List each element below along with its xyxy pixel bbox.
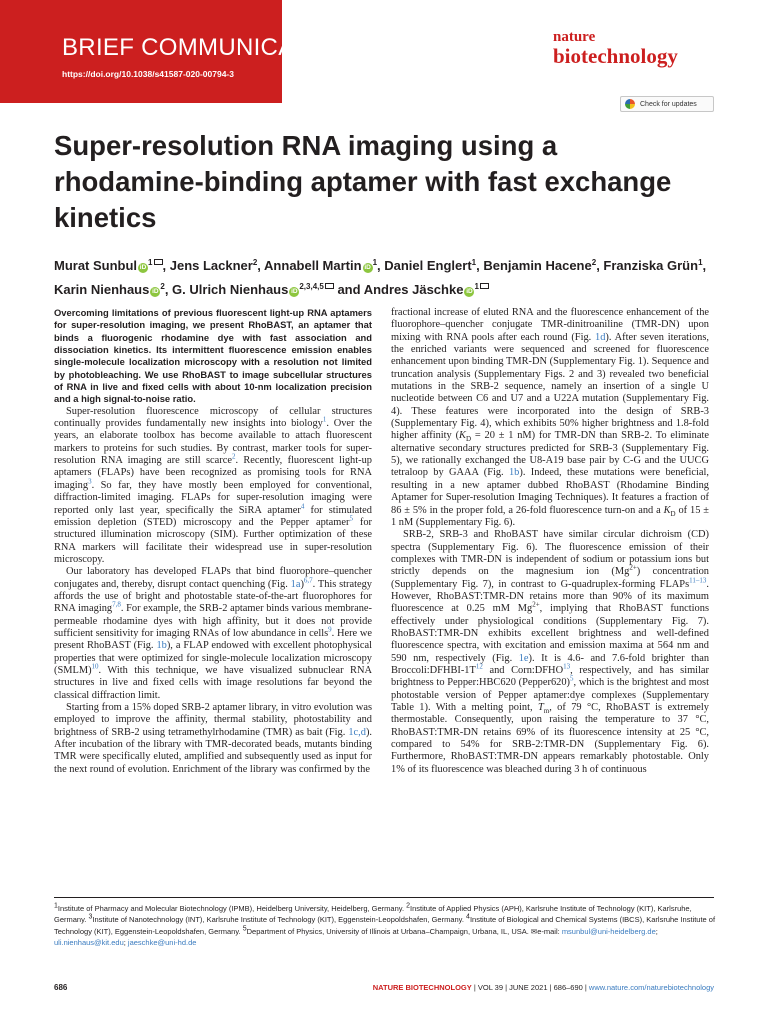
text-run: of 15 ± 1 nM (Supplementary Fig. 6).: [391, 504, 709, 528]
text-run: ). After incubation of the library with TMR-decorated beads, mutants binding TMR were specifically eluted, amplified and subsequently used as input for the next round of evolution. Enrichment of the library was confirmed by the: [54, 726, 372, 775]
author-name: Annabell Martin: [264, 258, 362, 273]
footnote-divider: [54, 897, 714, 898]
text-run: D: [670, 509, 676, 518]
footnote-text: Institute of Pharmacy and Molecular Biotechnology (IPMB), Heidelberg University, Heidelberg, Germany.: [57, 904, 407, 913]
orcid-icon[interactable]: iD: [139, 264, 147, 271]
article-type-banner: [0, 0, 352, 103]
text-run: ), a FLAP endowed with excellent photophysical properties that were optimized for single-molecule localization microscopy (SMLM): [54, 640, 372, 676]
citation-link[interactable]: 5: [570, 674, 574, 683]
author-name: G. Ulrich Nienhaus: [172, 282, 289, 297]
citation-link[interactable]: 2: [231, 452, 236, 461]
text-run: ). After seven iterations, the enriched variants were sequenced and screened for fluorescence enhancement upon binding TMR-DN (Supplementary Fig. 1). Sequence and truncation analysis (Supplementary Figs. 2 and 3) revealed two beneficial mutations in the SRB-2 sequence, namely an insertion of a single U nucleotide between C6 and U7 and a U22A mutation (Supplementary Fig. 4). These features were incorporated into the design of SRB-3 (Supplementary Fig. 4), which exhibits 50% higher brightness and 1.8-fold higher affinity (: [391, 331, 709, 442]
affiliations-footnote: [54, 903, 716, 949]
footnote-text: Department of Physics, University of Illinois at Urbana–Champaign, Urbana, IL, USA.: [246, 926, 531, 936]
author-name: Andres Jäschke: [363, 282, 464, 297]
email-icon[interactable]: [480, 283, 489, 289]
footnote-text: 1: [54, 902, 58, 910]
text-run: ). It is 4.6- and 7.6-fold brighter than Broccoli:DFHBI-1T: [391, 652, 709, 676]
citation-link[interactable]: 11–13: [689, 576, 707, 585]
text-run: ). Indeed, these mutations were beneficial, resulting in a new aptamer dubbed RhoBAST (Rhodamine Binding Aptamer for Super-resolution Imaging Techniques). It features a fraction of 86 ± 5% in the proper fold, a 26-fold fluorescence turn-on and a: [391, 467, 709, 516]
author-affiliation: 1: [148, 258, 153, 267]
journal-logo[interactable]: [553, 30, 678, 67]
doi-link[interactable]: https://doi.org/10.1038/s41587-020-00794-3: [62, 69, 234, 79]
body-right: [391, 307, 709, 776]
footnote-text: ;: [123, 938, 128, 948]
footnote-text: Institute of Nanotechnology (INT), Karlsruhe Institute of Technology (KIT), Eggenstein-Leopoldshafen, Germany.: [92, 915, 467, 925]
author-name: Franziska Grün: [603, 258, 699, 273]
author-list: Murat Sunbul $iD^1$ , Jens Lackner$^2$, Annabell Martin $iD^1$, Daniel Englert$^1$, Benjamin Hacene$^2$, Franziska Grün$^1$, Karin Nienhaus $iD^2$, G. Ulrich Nienhaus iD$^{2,3,4,5}$ and Andres Jäschke $iD^1$: [54, 258, 707, 297]
author-affiliation: 1: [372, 258, 378, 267]
citation-link[interactable]: 1d: [595, 331, 606, 343]
text-run: K: [459, 430, 466, 442]
text-run: , of 79 °C, RhoBAST is extremely thermostable. Consequently, upon raising the temperature to 37 °C, RhoBAST:TMR-DN retains 69% of its fluorescence intensity at 25 °C, compared to 54% for SRB-2:TMR-DN (Supplementary Fig. 6). Furthermore, RhoBAST:TMR-DN appears remarkably photostable. Only 1% of its fluorescence was bleached during 3 h of continuous: [391, 702, 709, 775]
author-affiliation: 2: [591, 258, 597, 267]
text-run: . With this technique, we have visualized subnuclear RNA structures in live and fixed cells with image resolutions far beyond the classical diffraction limit.: [54, 664, 372, 701]
footnote-text: ;: [655, 926, 658, 936]
citation-link[interactable]: 13: [563, 662, 571, 671]
text-run: . Over the years, an elaborate toolbox has become available to attach fluorescent markers to proteins for such studies. By contrast, marker tools for super-resolution RNA imaging are still scarce: [54, 418, 372, 467]
email-link[interactable]: msunbul@uni-heidelberg.de: [561, 926, 656, 936]
author-name: Murat Sunbul: [54, 258, 138, 273]
citation-link[interactable]: 3: [88, 477, 92, 486]
citation-link[interactable]: 1e: [518, 652, 529, 664]
text-run: m: [543, 707, 550, 716]
journal-website-link[interactable]: www.nature.com/naturebiotechnology: [588, 983, 714, 992]
author[interactable]: [54, 258, 163, 273]
author-affiliation: 1: [474, 282, 479, 291]
citation-link[interactable]: 10: [91, 662, 99, 671]
text-run: T: [537, 702, 544, 713]
citation-link[interactable]: 1c,d: [348, 726, 366, 738]
orcid-icon[interactable]: iD: [291, 288, 298, 295]
author[interactable]: [170, 258, 258, 273]
footer-issue: | VOL 39 | JUNE 2021 | 686–690 |: [471, 983, 589, 992]
footer-journal-name: NATURE BIOTECHNOLOGY: [372, 983, 472, 992]
citation-link[interactable]: 4: [300, 502, 305, 511]
check-for-updates-label: Check for updates: [640, 100, 697, 108]
author[interactable]: [384, 258, 476, 273]
citation-link[interactable]: 6,7: [303, 576, 313, 585]
author-affiliation: 2: [160, 282, 165, 291]
body-left: [54, 406, 372, 776]
author-affiliation: 2: [252, 258, 258, 267]
body-paragraph: [391, 307, 709, 529]
email-icon[interactable]: [325, 283, 334, 289]
email-link[interactable]: uli.nienhaus@kit.edu: [54, 938, 124, 948]
author-affiliation: 1: [698, 258, 703, 267]
text-run: = 20 ± 1 nM) for TMR-DN than SRB-2. To eliminate alternative secondary structures predicted for SRB-3 (Supplementary Fig. 5), we rationally exchanged the U8-A19 base pair by C-G and the UUCG tetraloop by GAAA (Fig.: [391, 430, 709, 479]
abstract: Overcoming limitations of previous fluorescent light-up RNA aptamers for super-resolution imaging, we present RhoBAST, an aptamer that binds a fluorogenic rhodamine dye with fast association and dissociation kinetics. Its intermittent fluorescence emission enables single-molecule localization microscopy with a resolution not limited by photobleaching. We use RhoBAST to image subcellular structures of RNA in live and fixed cells with about 10-nm localization precision and a high signal-to-noise ratio.: [54, 307, 372, 405]
author[interactable]: [483, 258, 596, 273]
journal-logo-line1: nature: [553, 29, 596, 45]
email-icon: ✉: [530, 926, 538, 936]
citation-link[interactable]: 12: [475, 662, 483, 671]
author-name: Daniel Englert: [384, 258, 472, 273]
right-column: [391, 307, 709, 897]
footnote-text: 4: [466, 913, 470, 921]
email-icon[interactable]: [154, 259, 163, 265]
text-run: Super-resolution fluorescence microscopy of cellular structures continually provides fundamentally new insights into biology: [54, 405, 372, 430]
journal-logo-line2: biotechnology: [553, 44, 678, 68]
author[interactable]: [54, 282, 165, 297]
left-column: [54, 307, 372, 897]
author-affiliation: 1: [471, 258, 477, 267]
body-paragraph: [54, 566, 372, 702]
author[interactable]: [603, 258, 702, 273]
body-paragraph: [54, 406, 372, 566]
article-type: BRIEF COMMUNICATION: [62, 34, 352, 61]
footnote-text: 3: [88, 913, 93, 921]
body-paragraph: [54, 702, 372, 776]
text-run: Starting from a 15% doped SRB-2 aptamer library, in vitro evolution was employed to improve the affinity, thermal stability, photostability and brightness of SRB-2 using tetramethylrhodamine (TMR) as bait (Fig.: [54, 702, 372, 738]
text-run: . However, RhoBAST:TMR-DN retains more than 90% of its maximum fluorescence at 0.25 mM Mg: [391, 578, 709, 615]
body-paragraph: [391, 529, 709, 776]
text-run: , respectively, and has similar brightness to Pepper:HBC620 (Pepper620): [391, 664, 709, 689]
text-run: Our laboratory has developed FLAPs that bind fluorophore–quencher conjugates and, thereby, disrupt contact quenching (Fig.: [54, 566, 372, 590]
text-run: SRB-2, SRB-3 and RhoBAST have similar circular dichroism (CD) spectra (Supplementary Fig. 6). The fluorescence emission of their complexes with TMR-DN is independent of sodium or potassium ions but strictly depends on the magnesium ion (Mg: [391, 529, 709, 578]
citation-link[interactable]: 1b: [156, 640, 167, 652]
footnote-text: 5: [242, 925, 247, 933]
citation-link[interactable]: 5: [349, 514, 353, 523]
citation-link[interactable]: 1: [322, 415, 327, 424]
footnote-text: Institute of Biological and Chemical Systems (IBCS), Karlsruhe Institute of Technology (KIT), Eggenstein-Leopoldshafen, Germany.: [54, 915, 716, 936]
header-banner: [0, 0, 768, 103]
text-run: . This strategy affords the use of bright and photostable state-of-the-art fluorophores for RNA imaging: [54, 578, 372, 615]
article-title: Super-resolution RNA imaging using a rhodamine-binding aptamer with fast exchange kinetics: [54, 130, 672, 233]
text-run: 2+: [629, 563, 637, 572]
author[interactable]: [172, 282, 334, 297]
check-for-updates-button[interactable]: [620, 96, 714, 112]
text-run: . So far, they have mostly been employed for conventional, diffraction-limited imaging. FLAPs for super-resolution imaging were reported only last year, specifically the SiRA aptamer: [54, 479, 372, 516]
author-conjunction: and: [337, 282, 364, 297]
orcid-icon[interactable]: iD: [364, 264, 371, 271]
journal-reference: [373, 983, 714, 992]
author[interactable]: [264, 258, 377, 273]
page-number: 686: [54, 983, 68, 992]
text-run: , implying that RhoBAST functions effectively under physiological conditions (Supplementary Fig. 7). RhoBAST:TMR-DN exhibits excellent brightness and well-defined fluorescence spectra, with excitation and emission maxima at 564 nm and 590 nm, respectively (Fig.: [391, 603, 709, 664]
orcid-icon[interactable]: iD: [152, 288, 159, 295]
crossmark-icon: [625, 99, 635, 109]
citation-link[interactable]: 1a: [290, 578, 301, 590]
email-link[interactable]: jaeschke@uni-hd.de: [127, 938, 197, 948]
text-run: . For example, the SRB-2 aptamer binds various membrane-permeable rhodamine dyes with high affinity, but it does not provide sufficient sensitivity for imaging RNAs of low abundance in cells: [54, 603, 372, 639]
text-run: fractional increase of eluted RNA and the fluorescence enhancement of the fluorophore–quencher conjugate TMR-dinitroaniline (TMR-DN) upon mixing with RNA pools after each round (Fig.: [391, 307, 709, 343]
citation-link[interactable]: 1b: [508, 467, 520, 479]
author[interactable]: [364, 282, 489, 297]
citation-link[interactable]: 9: [328, 625, 332, 634]
text-run: K: [663, 504, 671, 516]
text-run: . Recently, fluorescent light-up aptamers (FLAPs) have been recognized as promising tools for RNA imaging: [54, 455, 372, 491]
citation-link[interactable]: 7,8: [112, 600, 121, 609]
author-name: Benjamin Hacene: [483, 258, 592, 273]
orcid-icon[interactable]: iD: [466, 288, 473, 295]
text-run: 2+: [532, 600, 540, 609]
text-run: for structured illumination microscopy (SIM). Further optimization of these RNA markers will facilitate their widespread use in super-resolution microscopy.: [54, 516, 372, 565]
text-run: and Corn:DFHO: [482, 664, 564, 676]
text-run: D: [465, 435, 472, 444]
author-affiliation: 2,3,4,5: [299, 282, 324, 291]
footnote-text: e-mail:: [537, 926, 562, 936]
text-run: . Here we present RhoBAST (Fig.: [54, 627, 372, 652]
author-name: Karin Nienhaus: [54, 282, 150, 297]
footnote-text: 2: [406, 902, 411, 910]
text-run: for stimulated emission depletion (STED) microscopy and the Pepper aptamer: [54, 504, 372, 528]
text-run: , which is the brightest and most photostable version of Pepper aptamer:dye complexes (Supplementary Table 1). With a melting point,: [391, 677, 709, 713]
author-name: Jens Lackner: [169, 258, 253, 273]
text-run: ): [300, 578, 304, 590]
text-run: ) concentration (Supplementary Fig. 7), in contrast to G-quadruplex-forming FLAPs: [391, 566, 709, 590]
footnote-text: Institute of Applied Physics (APH), Karlsruhe Institute of Technology (KIT), Karlsruhe, Germany.: [54, 904, 692, 925]
